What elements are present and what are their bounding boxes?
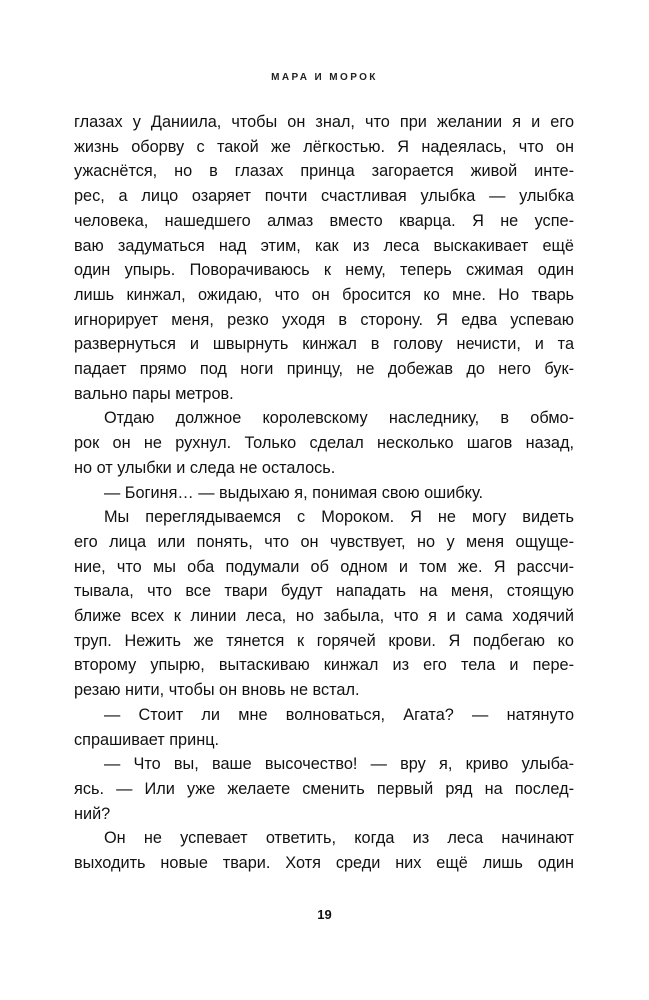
text-line: один упырь. Поворачиваюсь к нему, теперь сжимая один <box>74 261 574 280</box>
text-line: вально пары метров. <box>74 384 234 403</box>
text-line: Он не успевает ответить, когда из леса начинают <box>104 829 574 848</box>
text-line: Мы переглядываемся с Мороком. Я не могу видеть <box>104 508 574 527</box>
text-line: ближе всех к линии леса, но забыла, что я и сама ходячий <box>74 607 574 626</box>
text-line: человека, нашедшего алмаз вместо кварца. Я не успе- <box>74 211 574 230</box>
text-line: ясь. — Или уже желаете сменить первый ряд на послед- <box>74 779 574 798</box>
text-line: труп. Нежить же тянется к горячей крови. Я подбегаю ко <box>74 631 574 650</box>
running-title: МАРА И МОРОК <box>271 72 378 83</box>
text-line: — Стоит ли мне волноваться, Агата? — натянуто <box>104 705 574 724</box>
text-line: игнорирует меня, резко уходя в сторону. Я едва успеваю <box>74 310 574 329</box>
text-line: развернуться и швырнуть кинжал в голову нечисти, и та <box>74 335 574 354</box>
text-line: рес, а лицо озаряет почти счастливая улыбка — улыбка <box>74 187 574 206</box>
text-line: глазах у Даниила, чтобы он знал, что при желании я и его <box>74 113 574 131</box>
text-line: ужаснётся, но в глазах принца загорается живой инте- <box>74 162 574 181</box>
text-line: тывала, что все твари будут нападать на меня, стоящую <box>74 582 574 601</box>
text-line: рок он не рухнул. Только сделал несколько шагов назад, <box>74 434 574 453</box>
text-line: — Богиня… — выдыхаю я, понимая свою ошибку. <box>104 483 483 502</box>
text-line: ние, что мы оба подумали об одном и том же. Я рассчи- <box>74 557 574 576</box>
text-line: Отдаю должное королевскому наследнику, в обмо- <box>104 409 574 428</box>
text-line: падает прямо под ноги принцу, не добежав до него бук- <box>74 360 574 379</box>
text-line: лишь кинжал, ожидаю, что он бросится ко мне. Но тварь <box>74 285 574 304</box>
text-line: ний? <box>74 804 111 823</box>
text-line: спрашивает принц. <box>74 730 220 749</box>
body-text <box>74 110 574 876</box>
text-line: выходить новые твари. Хотя среди них ещё лишь один <box>74 854 574 873</box>
text-line: жизнь оборву с такой же лёгкостью. Я надеялась, что он <box>74 137 574 156</box>
text-line: — Что вы, ваше высочество! — вру я, криво улыба- <box>104 755 574 774</box>
text-line: его лица или понять, что он чувствует, но у меня ощуще- <box>74 532 574 551</box>
text-line: резаю нити, чтобы он вновь не встал. <box>74 681 360 700</box>
page-number: 19 <box>317 907 332 922</box>
text-line: но от улыбки и следа не осталось. <box>74 458 336 477</box>
text-line: ваю задуматься над этим, как из леса выскакивает ещё <box>74 236 574 255</box>
text-line: второму упырю, вытаскиваю кинжал из его тела и пере- <box>74 656 574 675</box>
